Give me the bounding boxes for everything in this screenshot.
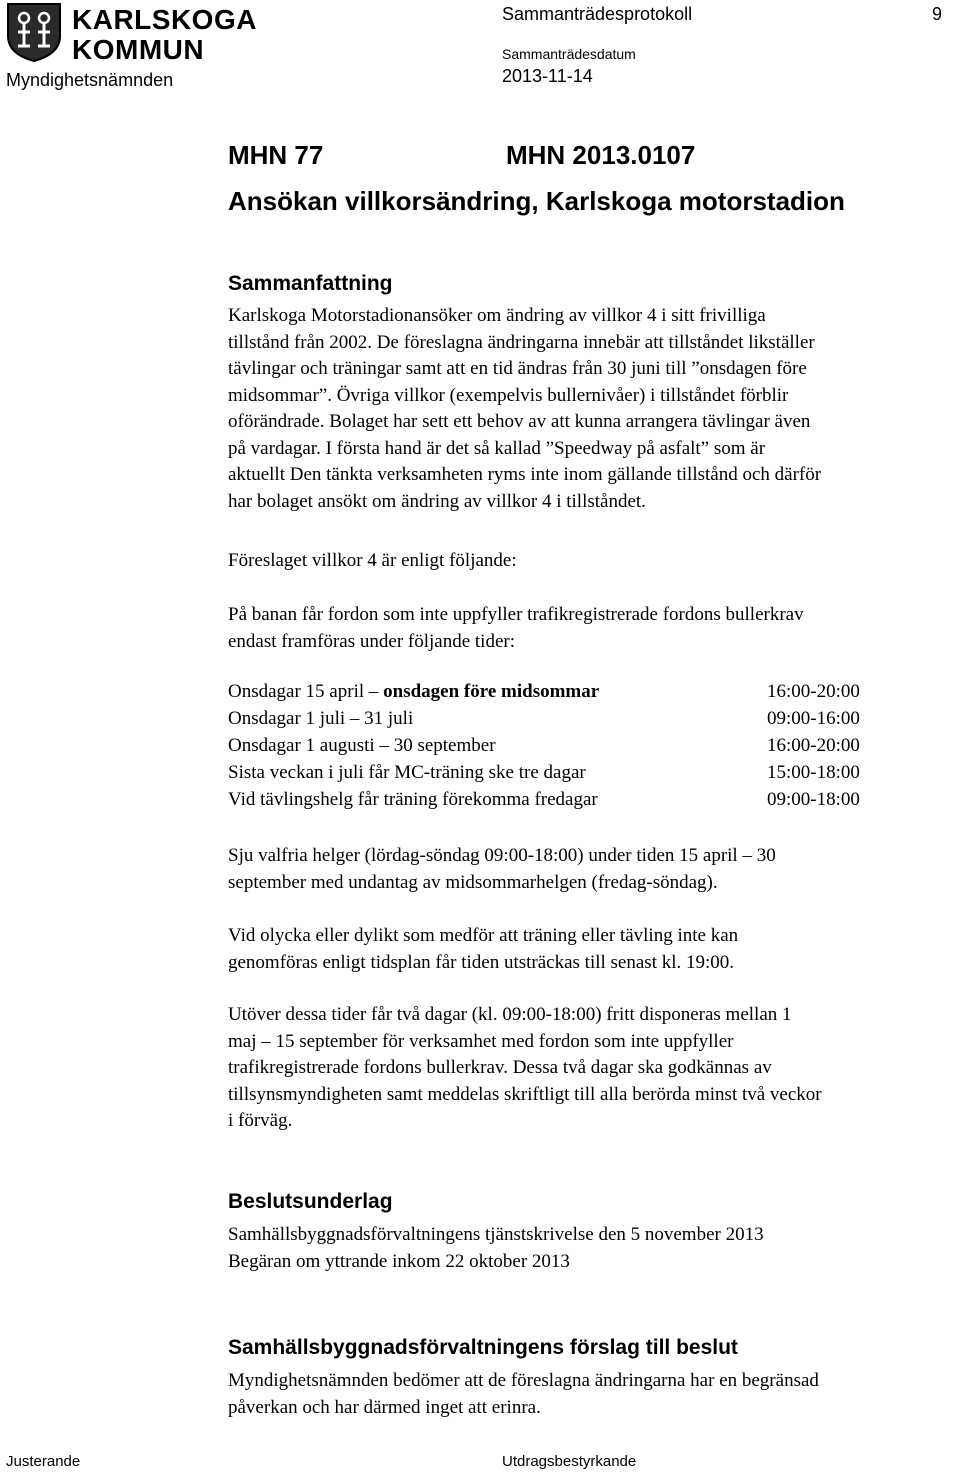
schedule-row xyxy=(228,681,888,708)
weekends-line: september med undantag av midsommarhelgen (fredag-söndag). xyxy=(228,871,718,893)
extra-days-line: i förväg. xyxy=(228,1110,293,1131)
summary-line: tillstånd från 2002. De föreslagna ändringarna innebär att tillståndet likställer xyxy=(228,331,815,353)
footer-certifier: Utdragsbestyrkande xyxy=(502,1453,637,1470)
proposal-rule xyxy=(228,602,928,655)
recommendation-line: påverkan och har därmed inget att erinra. xyxy=(228,1396,541,1418)
schedule-row xyxy=(228,735,888,762)
schedule-row xyxy=(228,789,888,816)
weekends-line: Sju valfria helger (lördag-söndag 09:00-18:00) under tiden 15 april – 30 xyxy=(228,845,776,866)
meeting-date-label: Sammanträdesdatum xyxy=(502,46,636,62)
accident-paragraph xyxy=(228,923,928,976)
case-title: Ansökan villkorsändring, Karlskoga motorstadion xyxy=(228,186,845,216)
rule-line: endast framföras under följande tider: xyxy=(228,630,515,652)
basis-item: Begäran om yttrande inkom 22 oktober 2013 xyxy=(228,1250,570,1272)
department-name: Myndighetsnämnden xyxy=(6,70,174,90)
logo-wordmark xyxy=(72,5,257,65)
schedule-time: 09:00-16:00 xyxy=(767,708,860,729)
recommendation-line: Myndighetsnämnden bedömer att de föreslagna ändringarna har en begränsad xyxy=(228,1370,819,1391)
schedule-period xyxy=(228,681,599,703)
schedule-time: 16:00-20:00 xyxy=(767,735,860,756)
accident-line: Vid olycka eller dylikt som medför att träning eller tävling inte kan xyxy=(228,925,739,946)
extra-days-line: tillsynsmyndigheten samt meddelas skriftligt till alla berörda minst två veckor xyxy=(228,1083,822,1105)
schedule-row xyxy=(228,762,888,789)
proposal-intro xyxy=(228,548,928,575)
rule-line: På banan får fordon som inte uppfyller trafikregistrerade fordons bullerkrav xyxy=(228,604,804,625)
accident-line: genomföras enligt tidsplan får tiden utsträckas till senast kl. 19:00. xyxy=(228,951,735,973)
case-number: MHN 77 xyxy=(228,140,324,170)
weekends-paragraph xyxy=(228,843,928,896)
summary-line: midsommar”. Övriga villkor (exempelvis bullernivåer) i tillståndet förblir xyxy=(228,384,789,406)
summary-line: aktuellt Den tänkta verksamheten ryms inte inom gällande tillstånd och därför xyxy=(228,464,822,485)
summary-line: oförändrade. Bolaget har sett ett behov av att kunna arrangera tävlingar även xyxy=(228,411,811,432)
schedule-period: Onsdagar 1 augusti – 30 september xyxy=(228,735,496,756)
summary-heading: Sammanfattning xyxy=(228,272,393,295)
schedule-time: 15:00-18:00 xyxy=(767,762,860,783)
meeting-date-value: 2013-11-14 xyxy=(502,66,593,86)
recommendation-paragraph xyxy=(228,1368,928,1421)
schedule-period: Vid tävlingshelg får träning förekomma fredagar xyxy=(228,789,598,810)
coat-of-arms-icon xyxy=(6,2,62,62)
municipality-logo xyxy=(6,2,257,66)
document-title: Sammanträdesprotokoll xyxy=(502,4,693,24)
period-text: Onsdagar 15 april – xyxy=(228,681,384,702)
extra-days-line: Utöver dessa tider får två dagar (kl. 09:00-18:00) fritt disponeras mellan 1 xyxy=(228,1004,792,1025)
footer-signatory: Justerande xyxy=(6,1453,81,1470)
page-number: 9 xyxy=(932,4,943,24)
logo-line-2: KOMMUN xyxy=(72,34,205,65)
summary-line: har bolaget ansökt om ändring av villkor 4 i tillståndet. xyxy=(228,490,646,512)
case-reference: MHN 2013.0107 xyxy=(506,140,696,170)
proposal-intro-text: Föreslaget villkor 4 är enligt följande: xyxy=(228,550,517,571)
extra-days-line: maj – 15 september för verksamhet med fordon som inte uppfyller xyxy=(228,1030,734,1052)
schedule-period: Sista veckan i juli får MC-träning ske tre dagar xyxy=(228,762,586,783)
schedule-period: Onsdagar 1 juli – 31 juli xyxy=(228,708,414,729)
summary-line: Karlskoga Motorstadionansöker om ändring av villkor 4 i sitt frivilliga xyxy=(228,305,766,326)
extra-days-line: trafikregistrerade fordons bullerkrav. Dessa två dagar ska godkännas av xyxy=(228,1057,772,1078)
schedule-time: 09:00-18:00 xyxy=(767,789,860,810)
basis-heading: Beslutsunderlag xyxy=(228,1190,393,1213)
schedule-time: 16:00-20:00 xyxy=(767,681,860,702)
summary-paragraph xyxy=(228,303,928,515)
basis-item: Samhällsbyggnadsförvaltningens tjänstskrivelse den 5 november 2013 xyxy=(228,1224,764,1245)
summary-line: på vardagar. I första hand är det så kallad ”Speedway på asfalt” som är xyxy=(228,437,766,459)
schedule-row xyxy=(228,708,888,735)
recommendation-heading: Samhällsbyggnadsförvaltningens förslag till beslut xyxy=(228,1336,738,1359)
logo-line-1: KARLSKOGA xyxy=(72,4,257,35)
summary-line: tävlingar och träningar samt att en tid ändras från 30 juni till ”onsdagen före xyxy=(228,358,807,379)
period-bold-text: onsdagen före midsommar xyxy=(383,681,600,702)
basis-list xyxy=(228,1222,928,1275)
extra-days-paragraph xyxy=(228,1002,928,1135)
